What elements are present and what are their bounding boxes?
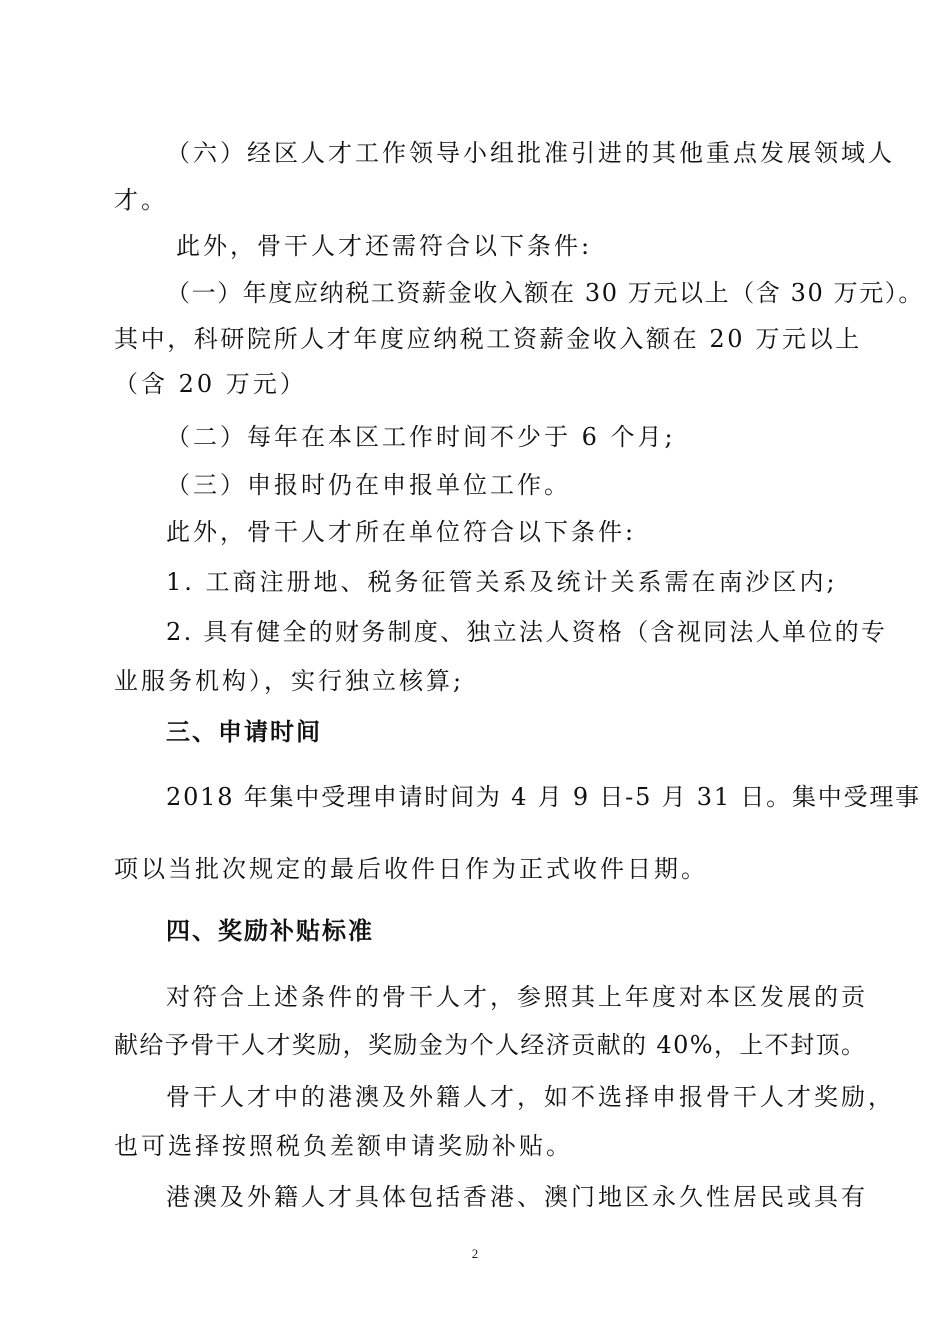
section-heading: 三、申请时间 (166, 718, 322, 746)
paragraph-line: 2. 具有健全的财务制度、独立法人资格（含视同法人单位的专 (166, 618, 888, 646)
paragraph-line: 献给予骨干人才奖励，奖励金为个人经济贡献的 40%，上不封顶。 (114, 1031, 867, 1059)
paragraph-line: 对符合上述条件的骨干人才，参照其上年度对本区发展的贡 (166, 983, 868, 1011)
paragraph-line: 骨干人才中的港澳及外籍人才，如不选择申报骨干人才奖励， (166, 1083, 895, 1111)
paragraph-line: 业服务机构），实行独立核算; (114, 667, 465, 695)
page-number: 2 (471, 1246, 479, 1261)
paragraph-line: 其中，科研院所人才年度应纳税工资薪金收入额在 20 万元以上 (114, 325, 862, 353)
paragraph-line: 港澳及外籍人才具体包括香港、澳门地区永久性居民或具有 (166, 1183, 868, 1211)
paragraph-line: （六）经区人才工作领导小组批准引进的其他重点发展领域人 (166, 139, 895, 167)
paragraph-line: （含 20 万元） (114, 370, 307, 398)
section-heading: 四、奖励补贴标准 (166, 917, 374, 945)
paragraph-line: 2018 年集中受理申请时间为 4 月 9 日-5 月 31 日。集中受理事 (166, 783, 921, 811)
paragraph-line: （一）年度应纳税工资薪金收入额在 30 万元以上（含 30 万元）。 (166, 279, 924, 307)
paragraph-line: 项以当批次规定的最后收件日作为正式收件日期。 (114, 855, 708, 883)
paragraph-line: （三）申报时仍在申报单位工作。 (166, 471, 571, 499)
paragraph-line: 此外，骨干人才还需符合以下条件: (176, 232, 593, 260)
paragraph-line: 也可选择按照税负差额申请奖励补贴。 (114, 1132, 573, 1160)
paragraph-line: 1. 工商注册地、税务征管关系及统计关系需在南沙区内; (166, 568, 838, 596)
paragraph-line: 才。 (114, 186, 168, 214)
paragraph-line: 此外，骨干人才所在单位符合以下条件: (166, 518, 637, 546)
paragraph-line: （二）每年在本区工作时间不少于 6 个月; (166, 423, 676, 451)
